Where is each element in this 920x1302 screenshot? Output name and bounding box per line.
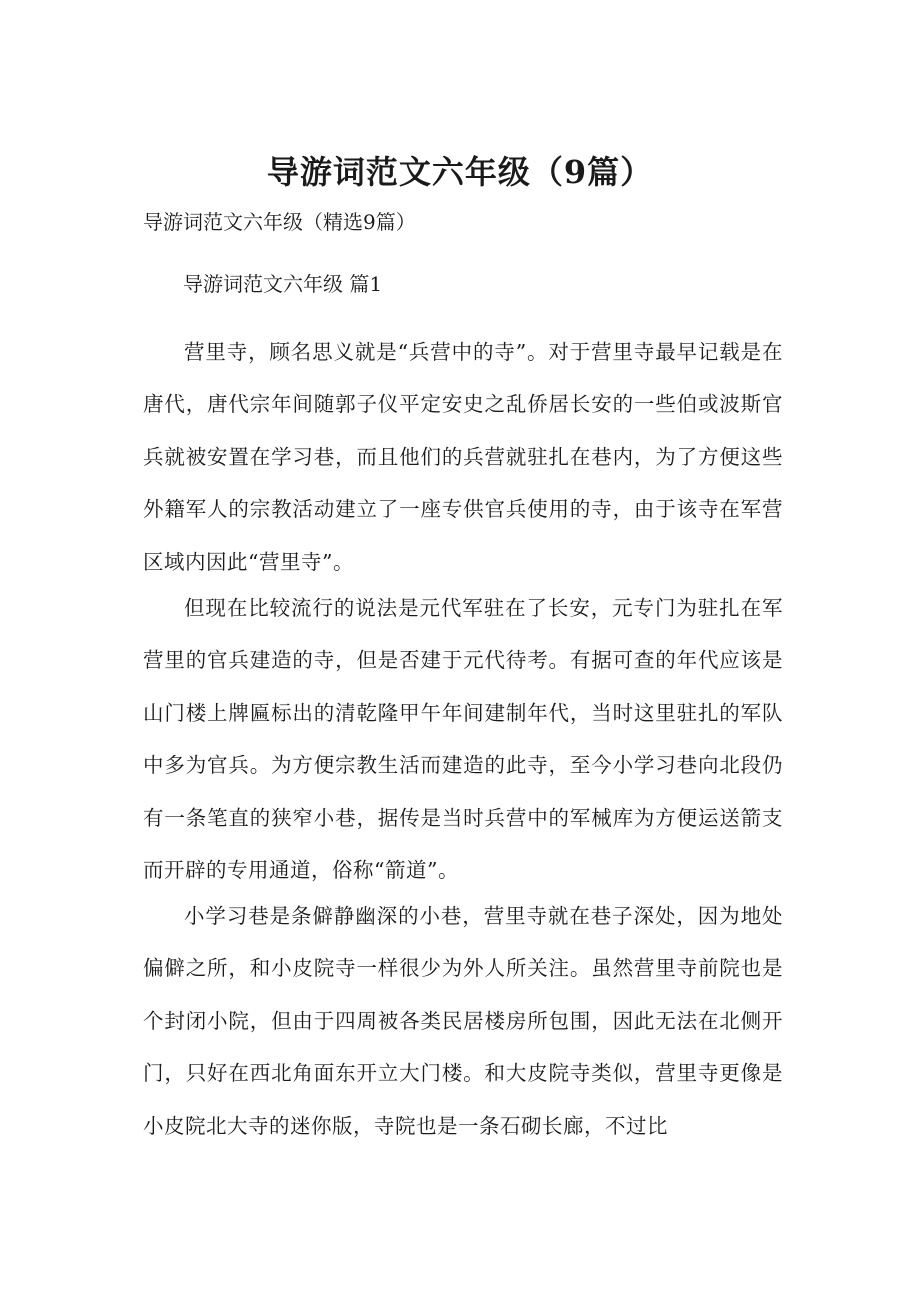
paragraph-2: 但现在比较流行的说法是元代军驻在了长安，元专门为驻扎在军营里的官兵建造的寺，但是否建于元代待考。有据可查的年代应该是山门楼上牌匾标出的清乾隆甲午年间建制年代，当时这里驻扎的军队中多为官兵。为方便宗教生活而建造的此寺，至今小学习巷向北段仍有一条笔直的狭窄小巷，据传是当时兵营中的军械库为方便运送箭支而开辟的专用通道，俗称“箭道”。	[143, 596, 783, 883]
paragraph-1: 营里寺，顾名思义就是“兵营中的寺”。对于营里寺最早记载是在唐代，唐代宗年间随郭子仪平定安史之乱侨居长安的一些伯或波斯官兵就被安置在学习巷，而且他们的兵营就驻扎在巷内，为了方便这些外籍军人的宗教活动建立了一座专供官兵使用的寺，由于该寺在军营区域内因此“营里寺”。	[143, 340, 783, 574]
document-subtitle: 导游词范文六年级（精选9篇）	[143, 210, 416, 234]
document-title: 导游词范文六年级（9篇）	[266, 153, 654, 191]
paragraph-3: 小学习巷是条僻静幽深的小巷，营里寺就在巷子深处，因为地处偏僻之所，和小皮院寺一样很少为外人所关注。虽然营里寺前院也是个封闭小院，但由于四周被各类民居楼房所包围，因此无法在北侧开门，只好在西北角面东开立大门楼。和大皮院寺类似，营里寺更像是小皮院北大寺的迷你版，寺院也是一条石砌长廊，不过比	[143, 904, 783, 1138]
section-heading: 导游词范文六年级 篇1	[183, 272, 383, 296]
